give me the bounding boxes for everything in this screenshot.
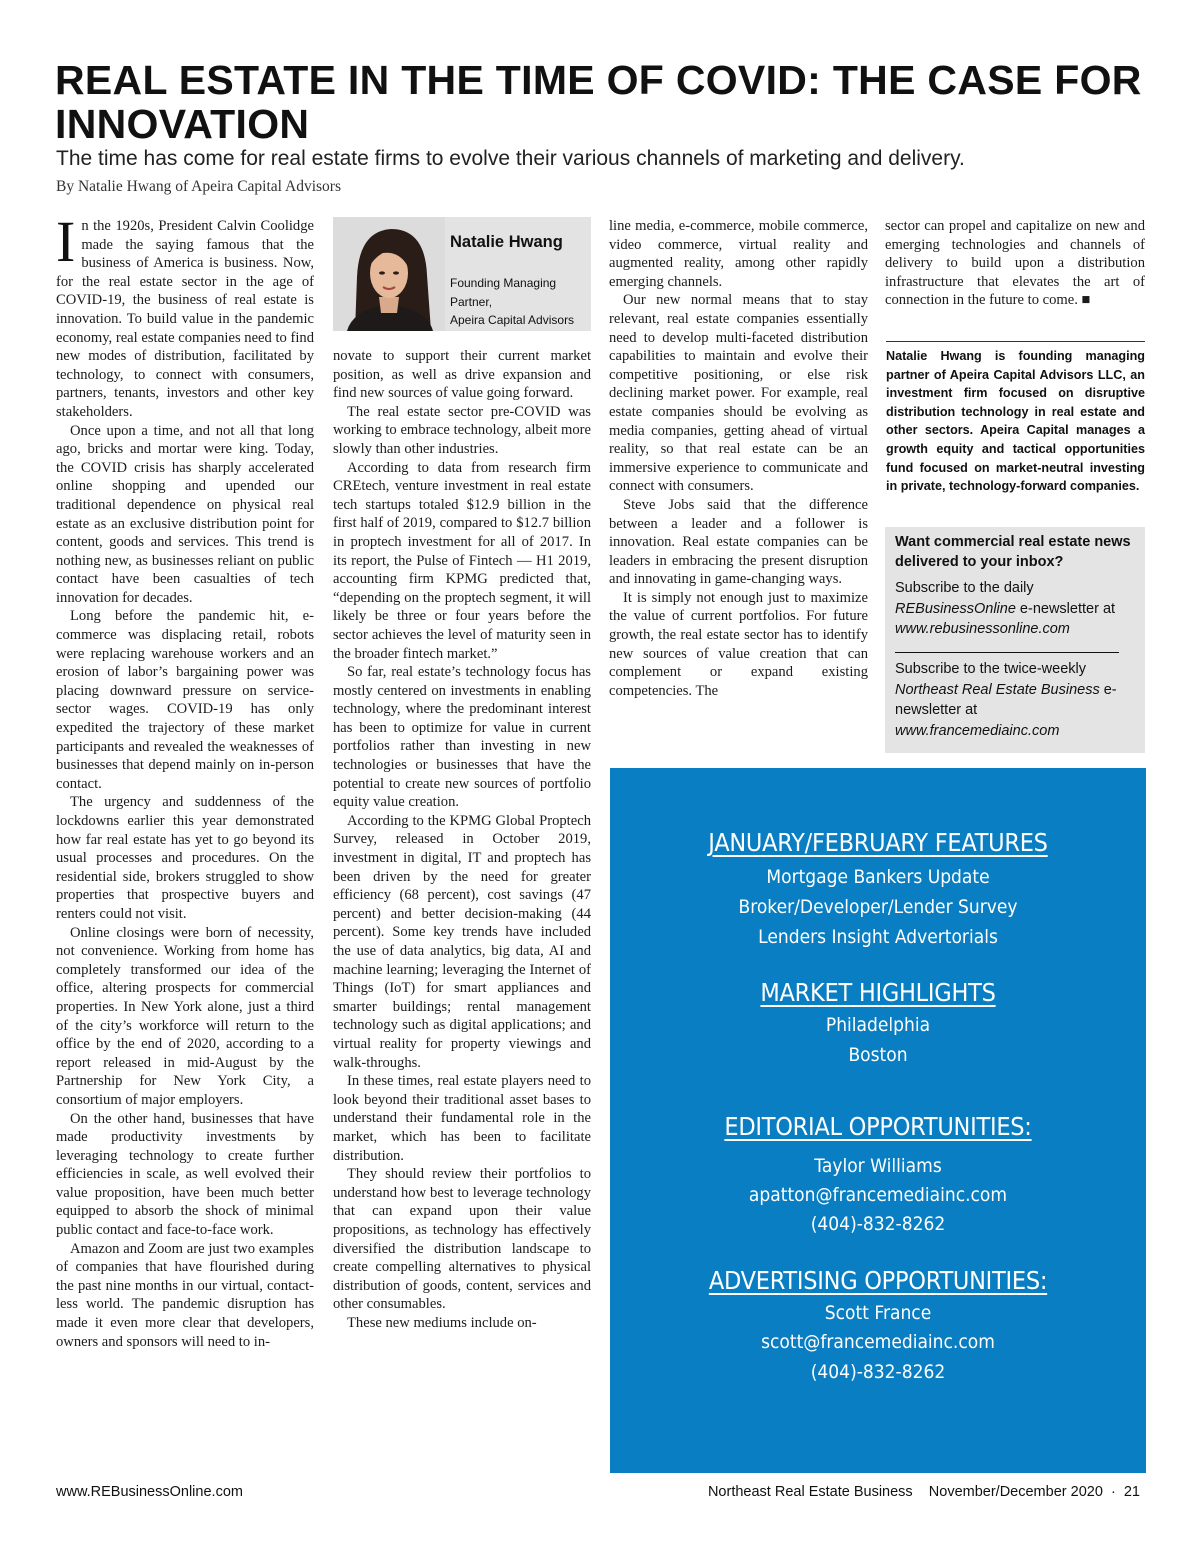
paragraph: Online closings were born of necessity, not convenience. Working from home has completely transformed our idea of the office, altering prospects for commercial properties. In New York alone, just a third of the city’s workforce will return to the office by the end of 2020, according to a report released in mid-August by the Partnership for New York City, a consortium of major employers.	[56, 924, 314, 1108]
ad-line: Scott France	[824, 1302, 932, 1324]
paragraph: Amazon and Zoom are just two examples of companies that have flourished during the past nine months in our virtual, contact-less world. The pandemic disruption has made it even more clear that developers, owners and sponsors will need to in-	[56, 1240, 314, 1350]
paragraph: Long before the pandemic hit, e-commerce was displacing retail, robots were replacing warehouse workers and an erosion of labor’s bargaining power was placing downward pressure on service-sector wages. COVID-19 has only expedited the trajectory of these market participants and revealed the weaknesses of businesses that depend mainly on in-person contact.	[56, 608, 314, 792]
paragraph: In these times, real estate players need to look beyond their traditional asset bases to understand their fundamental role in the market, which has been to facilitate distribution.	[333, 1073, 591, 1164]
ad-phone: (404)-832-8262	[810, 1213, 946, 1235]
paragraph: It is simply not enough just to maximize the value of current portfolios. For future growth, the real estate sector has to identify new sources of value creation that can complement or expand existing competencies. The	[609, 589, 868, 699]
author-portrait	[333, 217, 445, 331]
paragraph: sector can propel and capitalize on new and emerging technologies and channels of delivery to build upon a distribution infrastructure that elevates the art of connection in the future to come. ■	[885, 218, 1145, 309]
newsletter-link[interactable]: www.francemediainc.com	[895, 722, 1060, 739]
ad-line: Broker/Developer/Lender Survey	[738, 896, 1018, 918]
paragraph: According to data from research firm CREtech, venture investment in real estate tech startups totaled $12.9 billion in the first half of 2019, compared to $12.7 billion in proptech investment for all of 2017. In its report, the Pulse of Fintech — H1 2019, accounting firm KPMG predicted that, “depending on the proptech segment, it will likely be three or four years before the sector achieves the level of maturity seen in the broader fintech market.”	[333, 459, 591, 662]
footer-separator: ·	[1110, 1484, 1116, 1500]
photo-caption-title: Founding Managing Partner, Apeira Capital Advisors	[450, 276, 575, 327]
footer-folio	[640, 1484, 1140, 1500]
paragraph: On the other hand, businesses that have made productivity investments by leveraging technology to create further efficiencies in scale, as well evolved their value proposition, have been much better equipped to absorb the shock of minimal public contact and face-to-face work.	[56, 1110, 314, 1239]
features-advertisement	[610, 768, 1146, 1473]
paragraph: Our new normal means that to stay relevant, real estate companies essentially need to develop multi-faceted distribution capabilities to maintain and evolve their competitive positioning, or else risk declining market power. For example, real estate companies should be evolving as media companies, getting ahead of virtual reality, so that real estate can be an immersive experience to communicate and connect with consumers.	[609, 292, 868, 495]
ad-email-link[interactable]: apatton@francemediainc.com	[748, 1184, 1008, 1206]
footer-page-number: 21	[1123, 1484, 1140, 1500]
paragraph: These new mediums include on-	[347, 1314, 537, 1331]
ad-line: Taylor Williams	[814, 1155, 942, 1177]
paragraph: line media, e-commerce, mobile commerce, video commerce, virtual reality and augmented reality, among other rapidly emerging channels.	[609, 218, 868, 290]
ad-line: Lenders Insight Advertorials	[758, 926, 998, 948]
newsletter-link[interactable]: www.rebusinessonline.com	[895, 621, 1070, 637]
drop-cap: I	[56, 217, 76, 274]
paragraph: novate to support their current market position, as well as drive expansion and find new sources of value going forward.	[333, 348, 591, 402]
author-photo-box	[333, 217, 591, 331]
ad-phone: (404)-832-8262	[810, 1361, 946, 1383]
footer-website-link[interactable]: www.REBusinessOnline.com	[56, 1484, 243, 1500]
ad-line: Philadelphia	[825, 1014, 931, 1036]
paragraph: In the 1920s, President Calvin Coolidge made the saying famous that the business of America is business. Now, for the real estate sector in the age of COVID-19, the business of real estate is innovation. To build value in the pandemic economy, real estate companies need to find new modes of distribution, facilitated by technology, to connect with consumers, partners, tenants, investors and other key stakeholders.	[56, 217, 314, 420]
byline: By Natalie Hwang of Apeira Capital Advisors	[56, 178, 341, 195]
body-column-4	[885, 217, 1145, 329]
promo-weekly-newsletter: Subscribe to the twice-weekly Northeast Real Estate Business e-newsletter at www.francemediainc.com	[895, 661, 1117, 739]
ad-heading-advertising: ADVERTISING OPPORTUNITIES:	[708, 1266, 1048, 1295]
promo-divider	[895, 652, 1119, 653]
paragraph: Once upon a time, and not all that long ago, bricks and mortar were king. Today, the COVID crisis has sharply accelerated online shopping and upended our traditional dependence on physical real estate as an exclusive distribution point for content, goods and services. This trend is nothing new, as businesses reliant on public contact have been casualties of tech innovation for decades.	[56, 422, 314, 606]
paragraph: The urgency and suddenness of the lockdowns earlier this year demonstrated how far real estate has yet to go beyond its usual processes and procedures. On the residential side, brokers struggled to show properties that prospective buyers and renters could not visit.	[56, 794, 314, 922]
paragraph: So far, real estate’s technology focus has mostly centered on investments in enabling technology, where the predominant interest has been to optimize for value in current portfolios rather than investing in new technologies or businesses that have the potential to create new sources of portfolio equity value creation.	[333, 664, 591, 811]
ad-heading-market: MARKET HIGHLIGHTS	[760, 978, 996, 1007]
promo-heading: Want commercial real estate news delivered to your inbox?	[895, 534, 1131, 570]
ad-heading-features: JANUARY/FEBRUARY FEATURES	[708, 828, 1048, 857]
ad-email-link[interactable]: scott@francemediainc.com	[761, 1331, 995, 1353]
newsletter-promo-box	[885, 527, 1145, 753]
author-bio: Natalie Hwang is founding managing partner of Apeira Capital Advisors LLC, an investment firm focused on disruptive distribution technology in real estate and other sectors. Apeira Capital manages a growth equity and tactical opportunities fund focused on market-neutral investing in private, technology-forward companies.	[886, 349, 1145, 494]
body-column-2	[333, 347, 591, 1475]
article-subtitle: The time has come for real estate firms to evolve their various channels of marketing and delivery.	[56, 147, 965, 170]
ad-line: Boston	[848, 1044, 908, 1066]
footer-issue: November/December 2020	[928, 1484, 1103, 1500]
article-title: REAL ESTATE IN THE TIME OF COVID: THE CASE FOR INNOVATION	[55, 57, 1142, 147]
promo-daily-newsletter: Subscribe to the daily REBusinessOnline e-newsletter at www.rebusinessonline.com	[895, 580, 1116, 637]
bio-divider	[886, 341, 1145, 342]
paragraph: According to the KPMG Global Proptech Survey, released in October 2019, investment in digital, IT and proptech has been driven by the need for greater efficiency (68 percent), cost savings (47 percent) and better decision-making (44 percent). Some key trends have included the use of data analytics, big data, AI and machine learning; leveraging the Internet of Things (IoT) for smart appliances and smarter buildings; rental management technology such as digital applications; and virtual reality for property viewings and walk-throughs.	[333, 812, 591, 1071]
photo-caption-name: Natalie Hwang	[450, 233, 563, 251]
ad-line: Mortgage Bankers Update	[766, 866, 990, 888]
paragraph: They should review their portfolios to understand how best to leverage technology that can expand upon their value propositions, as technology has effectively diversified the distribution landscape to create compelling alternatives to physical distribution of goods, content, services and other consumables.	[333, 1166, 591, 1313]
footer-publication: Northeast Real Estate Business	[707, 1484, 913, 1500]
body-column-1	[56, 217, 314, 1475]
paragraph: The real estate sector pre-COVID was working to embrace technology, albeit more slowly than other industries.	[333, 403, 591, 457]
body-column-3	[609, 217, 868, 755]
ad-heading-editorial: EDITORIAL OPPORTUNITIES:	[724, 1112, 1032, 1141]
paragraph: Steve Jobs said that the difference between a leader and a follower is innovation. Real estate companies can be leaders in embracing the present disruption and innovating in game-changing ways.	[609, 496, 868, 588]
